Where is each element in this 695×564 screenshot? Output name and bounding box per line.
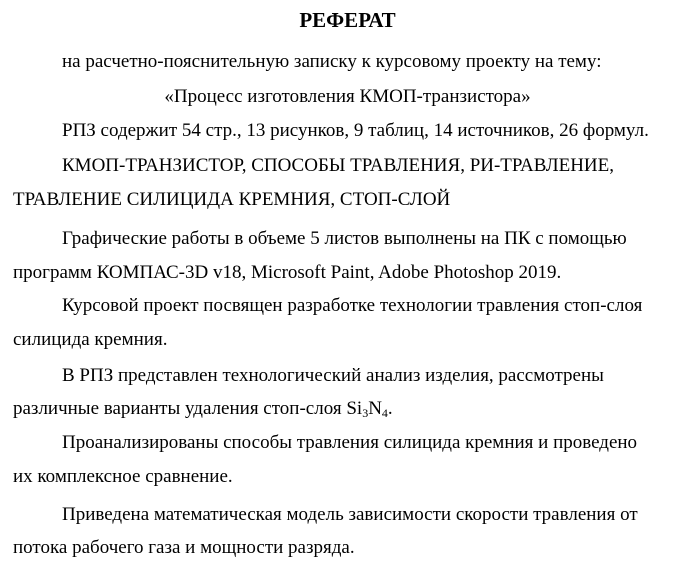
subscript-4: 4 (381, 406, 388, 420)
nitrogen-symbol: N (368, 398, 382, 419)
subtitle-line-1: на расчетно-пояснительную записку к курсовому проекту на тему: (62, 51, 602, 72)
subtitle-line-2: «Процесс изготовления КМОП-транзистора» (164, 86, 531, 107)
comparison-line-2: их комплексное сравнение. (13, 466, 233, 487)
analysis-period: . (387, 398, 393, 419)
stats-line: РПЗ содержит 54 стр., 13 рисунков, 9 таблиц, 14 источников, 26 формул. (62, 120, 649, 141)
subscript-3: 3 (362, 406, 369, 420)
purpose-line-1: Курсовой проект посвящен разработке технологии травления стоп-слоя (62, 295, 643, 316)
keywords-line-2: ТРАВЛЕНИЕ СИЛИЦИДА КРЕМНИЯ, СТОП-СЛОЙ (13, 189, 451, 210)
analysis-text: различные варианты удаления стоп-слоя Si (13, 398, 363, 419)
graphics-line-2: программ КОМПАС-3D v18, Microsoft Paint, Adobe Photoshop 2019. (13, 262, 562, 283)
analysis-line-2 (13, 397, 393, 421)
page-title: РЕФЕРАТ (299, 8, 396, 32)
model-line-1: Приведена математическая модель зависимости скорости травления от (62, 504, 638, 525)
graphics-line-1: Графические работы в объеме 5 листов выполнены на ПК с помощью (62, 228, 627, 249)
keywords-line-1: КМОП-ТРАНЗИСТОР, СПОСОБЫ ТРАВЛЕНИЯ, РИ-ТРАВЛЕНИЕ, (62, 155, 615, 176)
comparison-line-1: Проанализированы способы травления силицида кремния и проведено (62, 432, 638, 453)
model-line-2: потока рабочего газа и мощности разряда. (13, 537, 355, 558)
purpose-line-2: силицида кремния. (13, 329, 168, 350)
analysis-line-1: В РПЗ представлен технологический анализ изделия, рассмотрены (62, 365, 604, 386)
